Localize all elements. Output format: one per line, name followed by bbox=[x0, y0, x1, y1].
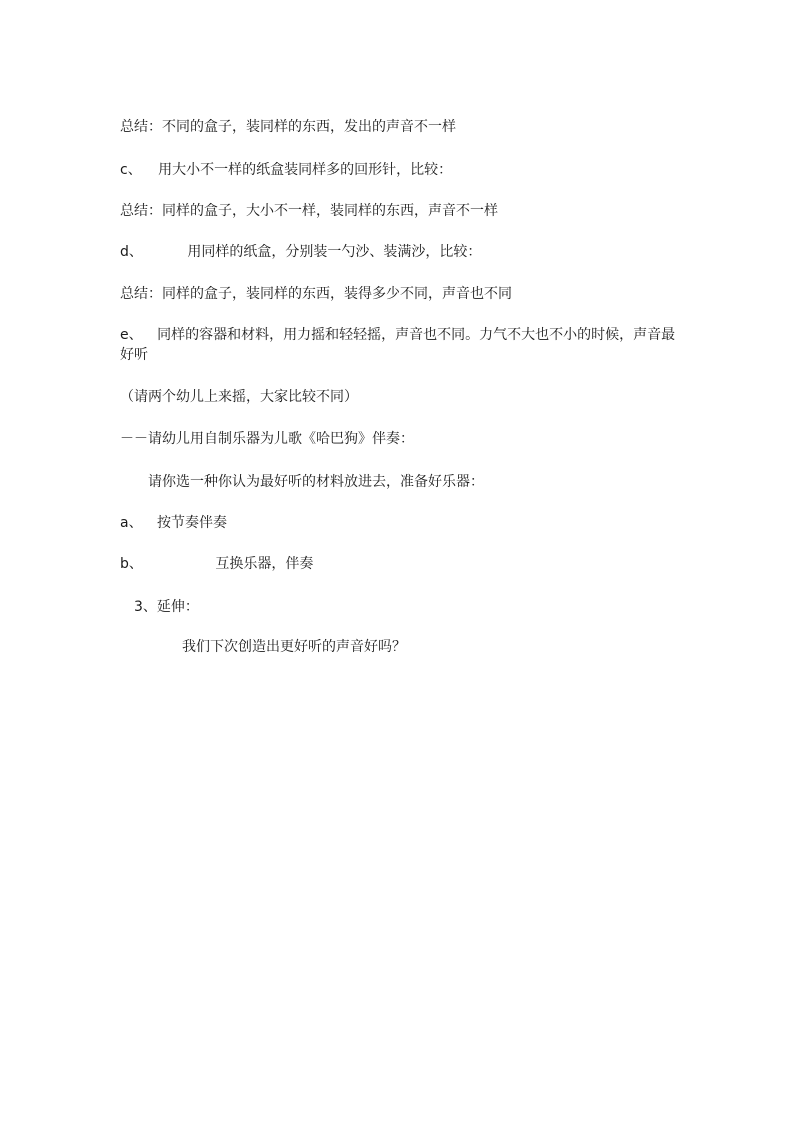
note-line bbox=[120, 387, 358, 407]
instruction-text: 请你选一种你认为最好听的材料放进去，准备好乐器： bbox=[148, 474, 484, 490]
list-marker-c: c、 bbox=[120, 162, 142, 178]
summary-text-2: 总结：同样的盒子，大小不一样，装同样的东西，声音不一样 bbox=[120, 203, 498, 219]
summary-text-3: 总结：同样的盒子，装同样的东西，装得多少不同，声音也不同 bbox=[120, 286, 512, 302]
extension-heading-text: 3、延伸： bbox=[134, 599, 199, 615]
list-item-c bbox=[120, 160, 452, 180]
list-marker-a: a、 bbox=[120, 515, 143, 531]
activity-text: －－请幼儿用自制乐器为儿歌《哈巴狗》伴奏： bbox=[120, 431, 414, 447]
instruction-line bbox=[148, 472, 484, 492]
list-item-b bbox=[120, 554, 313, 574]
summary-text-1: 总结：不同的盒子，装同样的东西，发出的声音不一样 bbox=[120, 119, 456, 135]
list-item-e bbox=[120, 325, 680, 365]
list-text-e: 同样的容器和材料，用力摇和轻轻摇，声音也不同。力气不大也不小的时候，声音最好听 bbox=[120, 327, 676, 363]
summary-line-1 bbox=[120, 117, 456, 137]
list-marker-e: e、 bbox=[120, 327, 143, 343]
list-item-a bbox=[120, 513, 227, 533]
summary-line-2 bbox=[120, 201, 498, 221]
note-text: （请两个幼儿上来摇，大家比较不同） bbox=[120, 389, 358, 405]
list-text-d: 用同样的纸盒，分别装一勺沙、装满沙，比较： bbox=[187, 244, 482, 260]
list-item-d bbox=[120, 242, 481, 262]
closing-question bbox=[182, 637, 406, 657]
summary-line-3 bbox=[120, 284, 512, 304]
list-marker-d: d、 bbox=[120, 244, 143, 260]
list-text-c: 用大小不一样的纸盒装同样多的回形针，比较： bbox=[158, 162, 453, 178]
list-text-a: 按节奏伴奏 bbox=[157, 515, 228, 531]
list-marker-b: b、 bbox=[120, 556, 143, 572]
activity-line bbox=[120, 429, 414, 449]
extension-heading bbox=[134, 597, 199, 617]
list-text-b: 互换乐器，伴奏 bbox=[215, 556, 314, 572]
closing-question-text: 我们下次创造出更好听的声音好吗？ bbox=[182, 639, 406, 655]
